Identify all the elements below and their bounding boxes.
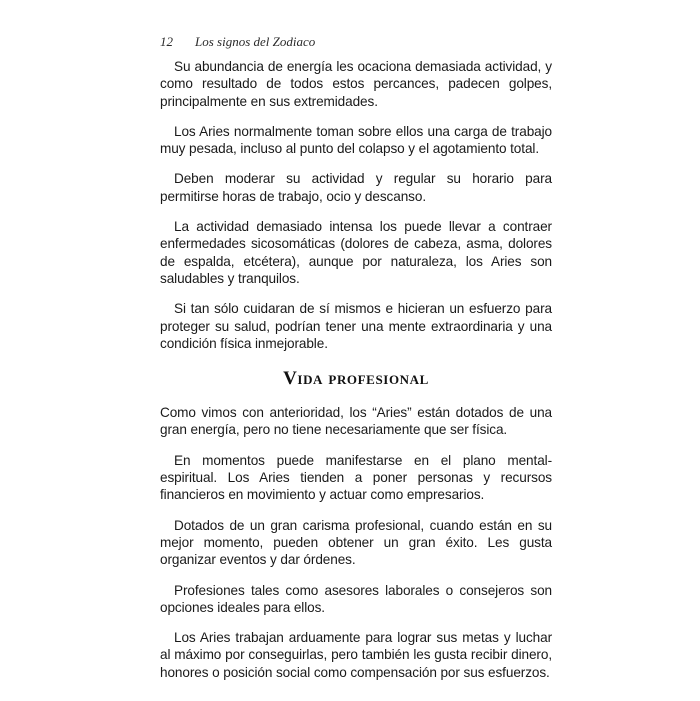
text-column [160,58,552,694]
paragraph-moderation: Deben moderar su actividad y regular su horario para permitirse horas de trabajo, ocio y descanso. [160,171,552,204]
paragraph-energy: Su abundancia de energía les ocaciona demasiada actividad, y como resultado de todos estos percances, padecen golpes, principalmente en sus extremidades. [160,59,552,109]
paragraph-health: Si tan sólo cuidaran de sí mismos e hicieran un esfuerzo para proteger su salud, podrían tener una mente extraordinaria y una condición física inmejorable. [160,301,552,351]
paragraph-illness: La actividad demasiado intensa los puede llevar a contraer enfermedades sicosomáticas (dolores de cabeza, asma, dolores de espalda, etcétera), aunque por naturaleza, los Aries son saludables y tranquilos. [160,219,552,286]
paragraph-charisma: Dotados de un gran carisma profesional, cuando están en su mejor momento, pueden obtener un gran éxito. Les gusta organizar eventos y dar órdenes. [160,517,552,568]
running-header [160,34,315,50]
paragraph-intro-profession: Como vimos con anterioridad, los “Aries” están dotados de una gran energía, pero no tiene necesariamente que ser física. [160,405,552,438]
section-heading: Vida profesional [283,368,429,390]
paragraph-workload: Los Aries normalmente toman sobre ellos una carga de trabajo muy pesada, incluso al punto del colapso y el agotamiento total. [160,123,552,157]
paragraph-mental-plane: En momentos puede manifestarse en el plano mental-espiritual. Los Aries tienden a poner personas y recursos financieros en movimiento y actuar como empresarios. [160,452,552,503]
running-title: Los signos del Zodiaco [195,34,316,49]
paragraph-goals: Los Aries trabajan arduamente para lograr sus metas y luchar al máximo por conseguirlas, pero también les gusta recibir dinero, honores o posición social como compensación por sus esfuerzos. [160,630,552,680]
paragraph-professions: Profesiones tales como asesores laborales o consejeros son opciones ideales para ellos. [160,582,552,615]
page-number: 12 [160,34,173,49]
